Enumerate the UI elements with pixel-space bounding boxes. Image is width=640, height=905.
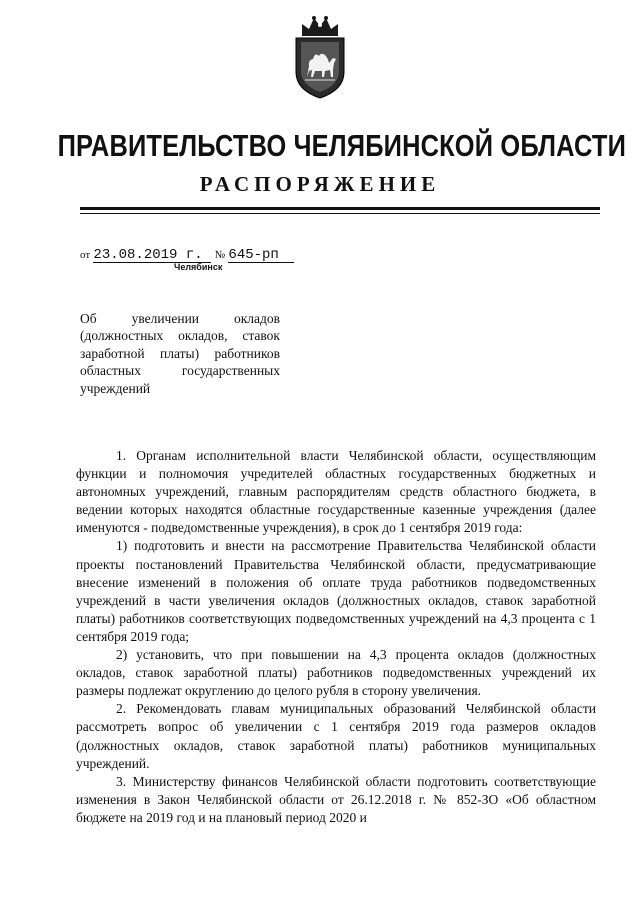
paragraph: 2. Рекомендовать главам муниципальных образований Челябинской области рассмотреть вопрос об увеличении с 1 сентября 2019 года размеров окладов (должностных окладов, ставок заработной платы) работников муниципальных учреждений.	[76, 701, 596, 771]
paragraph: 1) подготовить и внести на рассмотрение Правительства Челябинской области проекты постановлений Правительства Челябинской области, предусматривающие внесение изменений в положения об оплате труда работников подведомственных учреждений в части увеличения окладов (должностных окладов, ставок заработной платы) работников соответствующих подведомственных учреждений на 4,3 процента с 1 сентября 2019 года;	[76, 538, 596, 644]
government-title: ПРАВИТЕЛЬСТВО ЧЕЛЯБИНСКОЙ ОБЛАСТИ	[57, 128, 627, 163]
header-divider-thin	[80, 213, 600, 214]
document-city: Челябинск	[174, 262, 223, 272]
from-label: от	[80, 249, 91, 261]
coat-of-arms-icon	[288, 14, 352, 100]
document-type: РАСПОРЯЖЕНИЕ	[199, 172, 441, 196]
number-label: №	[214, 249, 226, 261]
paragraph: 1. Органам исполнительной власти Челябинской области, осуществляющим функции и полномочия учредителей областных государственных бюджетных и автономных учреждений, главным распорядителям средств областного бюджета, в ведении которых находятся областные государственные казенные учреждения (далее именуются - подведомственные учреждения), в срок до 1 сентября 2019 года:	[76, 448, 596, 536]
document-subject: Об увеличении окладов (должностных окладов, ставок заработной платы) работников областных государственных учреждений	[80, 311, 280, 396]
paragraph: 2) установить, что при повышении на 4,3 процента окладов (должностных окладов, ставок заработной платы) работников подведомственных учреждений их размеры подлежат округлению до целого рубля в сторону увеличения.	[76, 647, 596, 699]
document-date-number	[80, 246, 294, 263]
document-number: 645-рп	[228, 248, 294, 263]
paragraph: 3. Министерству финансов Челябинской области подготовить соответствующие изменения в Закон Челябинской области от 26.12.2018 г. № 852-ЗО «Об областном бюджете на 2019 год и на плановый период 2020 и	[76, 773, 596, 825]
header-divider-thick	[80, 207, 600, 210]
document-date: 23.08.2019 г.	[93, 248, 211, 263]
document-body	[76, 447, 596, 827]
